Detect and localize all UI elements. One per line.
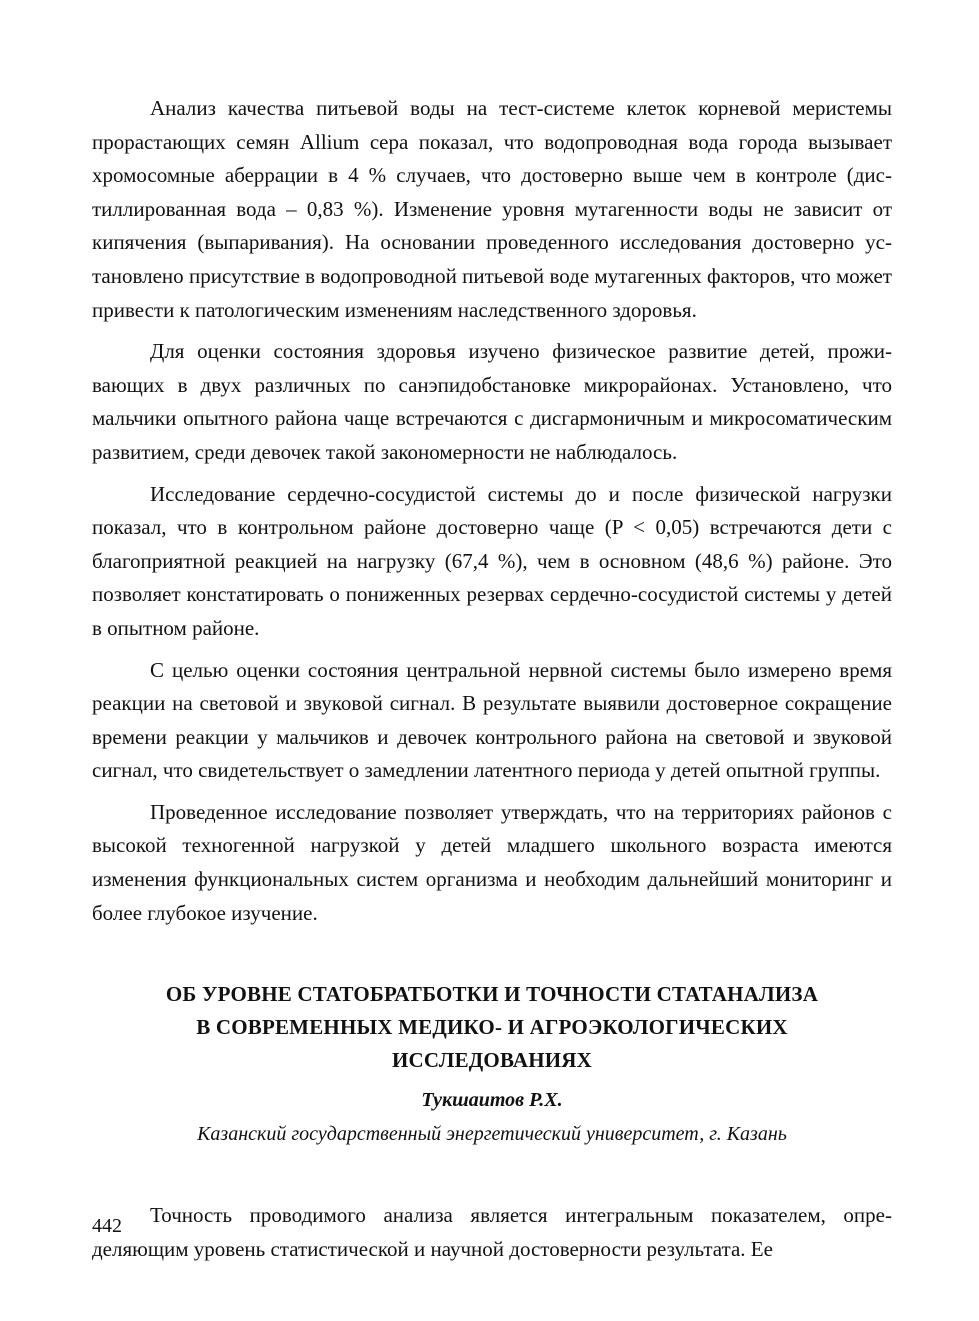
article-title-line: В СОВРЕМЕННЫХ МЕДИКО- И АГРОЭКОЛОГИЧЕСКИХ xyxy=(196,1015,788,1040)
body-paragraph: Для оценки состояния здоровья изучено физическое развитие детей, проживающих в двух различных по санэпидобстановке микрорайонах. Установлено, что мальчики опытного района чаще встречаются с дисгармоничным и микросоматическим развитием, среди девочек такой закономерности не наблюдалось. xyxy=(92,339,892,464)
body-paragraph: Проведенное исследование позволяет утверждать, что на территориях районов с высокой техногенной нагрузкой у детей младшего школьного возраста имеются изменения функциональных систем организма и необходим дальнейший мониторинг и более глубокое изучение. xyxy=(92,799,892,925)
body-paragraph: С целью оценки состояния центральной нервной системы было измерено время реакции на световой и звуковой сигнал. В результате выявили достоверное сокращение времени реакции у мальчиков и девочек контрольного района на световой и звуковой сигнал, что свидетельствует о замедлении латентного периода у детей опытной группы. xyxy=(92,657,892,783)
article-title-line: ИССЛЕДОВАНИЯХ xyxy=(391,1048,593,1073)
article-author: Тукшаитов Р.Х. xyxy=(421,1089,563,1112)
article-intro-paragraph: Точность проводимого анализа является интегральным показателем, определяющим уровень статистической и научной достоверности результата. Ее xyxy=(92,1203,892,1261)
page-number: 442 xyxy=(92,1215,122,1237)
article-affiliation: Казанский государственный энергетический университет, г. Казань xyxy=(197,1123,787,1146)
body-paragraph: Анализ качества питьевой воды на тест-системе клеток корневой меристемы прорастающих семян Allium cepa показал, что водопроводная вода города вызывает хромосомные аберрации в 4 % случаев, что достоверно выше чем в контроле (дистиллированная вода – 0,83 %). Изменение уровня мутагенности воды не зависит от кипячения (выпаривания). На основании проведенного исследования достоверно установлено присутствие в водопроводной питьевой воде мутагенных факторов, что может привести к патологическим изменениям наследственного здоровья. xyxy=(92,96,892,322)
page-content xyxy=(92,92,892,1266)
body-paragraph: Исследование сердечно-сосудистой системы до и после физической нагрузки показал, что в контрольном районе достоверно чаще (P < 0,05) встречаются дети с благоприятной реакцией на нагрузку (67,4 %), чем в основном (48,6 %) районе. Это позволяет констатировать о пониженных резервах сердечно-сосудистой системы у детей в опытном районе. xyxy=(92,481,892,640)
article-title-line: ОБ УРОВНЕ СТАТОБРАТБОТКИ И ТОЧНОСТИ СТАТАНАЛИЗА xyxy=(165,982,819,1007)
article-title xyxy=(92,978,892,1077)
